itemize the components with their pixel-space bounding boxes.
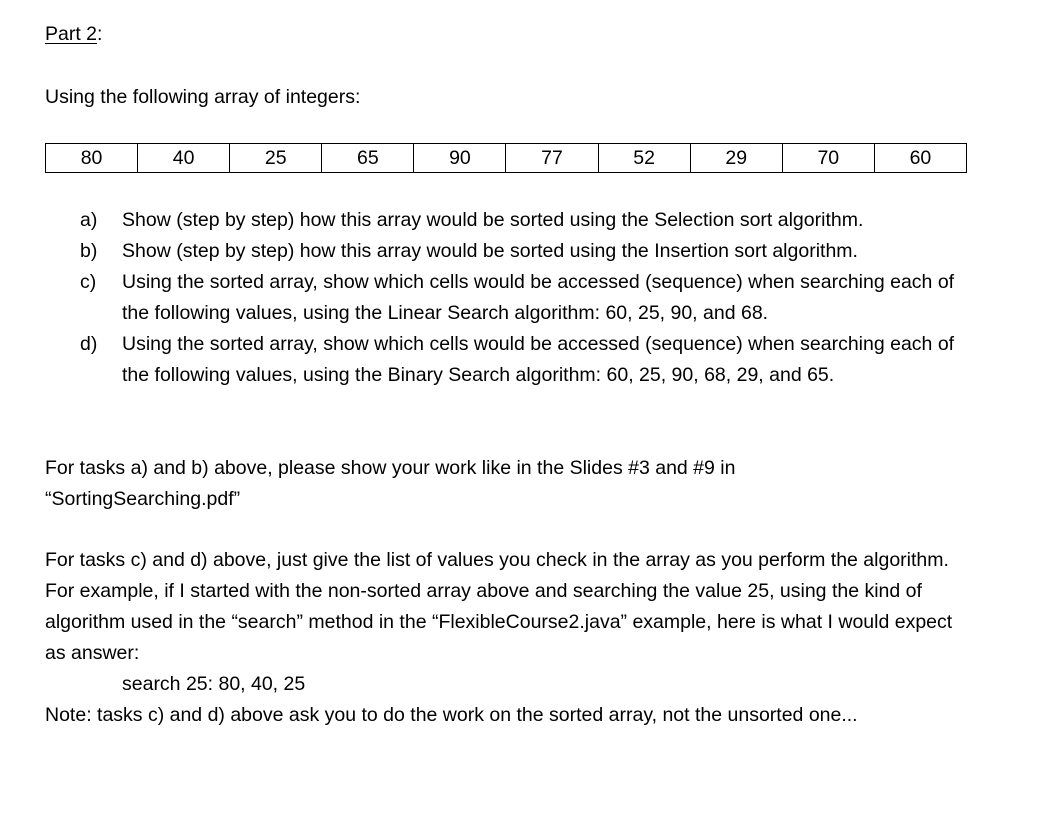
task-item (80, 267, 980, 329)
array-cell: 90 (414, 144, 506, 173)
task-item (80, 329, 980, 391)
task-letter: c) (80, 271, 97, 293)
task-letter: b) (80, 240, 98, 262)
array-cell: 77 (506, 144, 598, 173)
array-cell: 70 (782, 144, 874, 173)
array-cell: 29 (690, 144, 782, 173)
part-title-text: Part 2 (45, 23, 98, 45)
intro-text: Using the following array of integers: (45, 86, 361, 108)
part-title (45, 21, 102, 47)
task-list (80, 205, 980, 391)
array-cell: 60 (874, 144, 966, 173)
task-text: Show (step by step) how this array would be sorted using the Selection sort algorithm. (122, 209, 864, 231)
array-row (46, 144, 967, 173)
task-text: Using the sorted array, show which cells would be accessed (sequence) when searching each of the following values, using the Binary Search algorithm: 60, 25, 90, 68, 29, and 65. (122, 333, 955, 386)
instructions-paragraph-searching: For tasks c) and d) above, just give the list of values you check in the array as you perform the algorithm. For example, if I started with the non-sorted array above and searching the value 25, using the kind of algorithm used in the “search” method in the “FlexibleCourse2.java” example, here is what I would expect as answer: (45, 549, 953, 664)
array-cell: 80 (46, 144, 138, 173)
example-answer: search 25: 80, 40, 25 (122, 673, 306, 695)
part-title-colon: : (97, 23, 103, 45)
task-letter: d) (80, 333, 98, 355)
array-cell: 25 (230, 144, 322, 173)
note-text: Note: tasks c) and d) above ask you to do the work on the sorted array, not the unsorted one... (45, 704, 858, 726)
task-text: Using the sorted array, show which cells would be accessed (sequence) when searching each of the following values, using the Linear Search algorithm: 60, 25, 90, and 68. (122, 271, 955, 324)
task-item (80, 205, 980, 236)
task-item (80, 236, 980, 267)
integer-array-table (45, 143, 967, 173)
array-cell: 40 (138, 144, 230, 173)
task-text: Show (step by step) how this array would be sorted using the Insertion sort algorithm. (122, 240, 858, 262)
array-cell: 52 (598, 144, 690, 173)
instructions-paragraph-sorting: For tasks a) and b) above, please show your work like in the Slides #3 and #9 in “SortingSearching.pdf” (45, 457, 736, 510)
task-letter: a) (80, 209, 98, 231)
array-cell: 65 (322, 144, 414, 173)
